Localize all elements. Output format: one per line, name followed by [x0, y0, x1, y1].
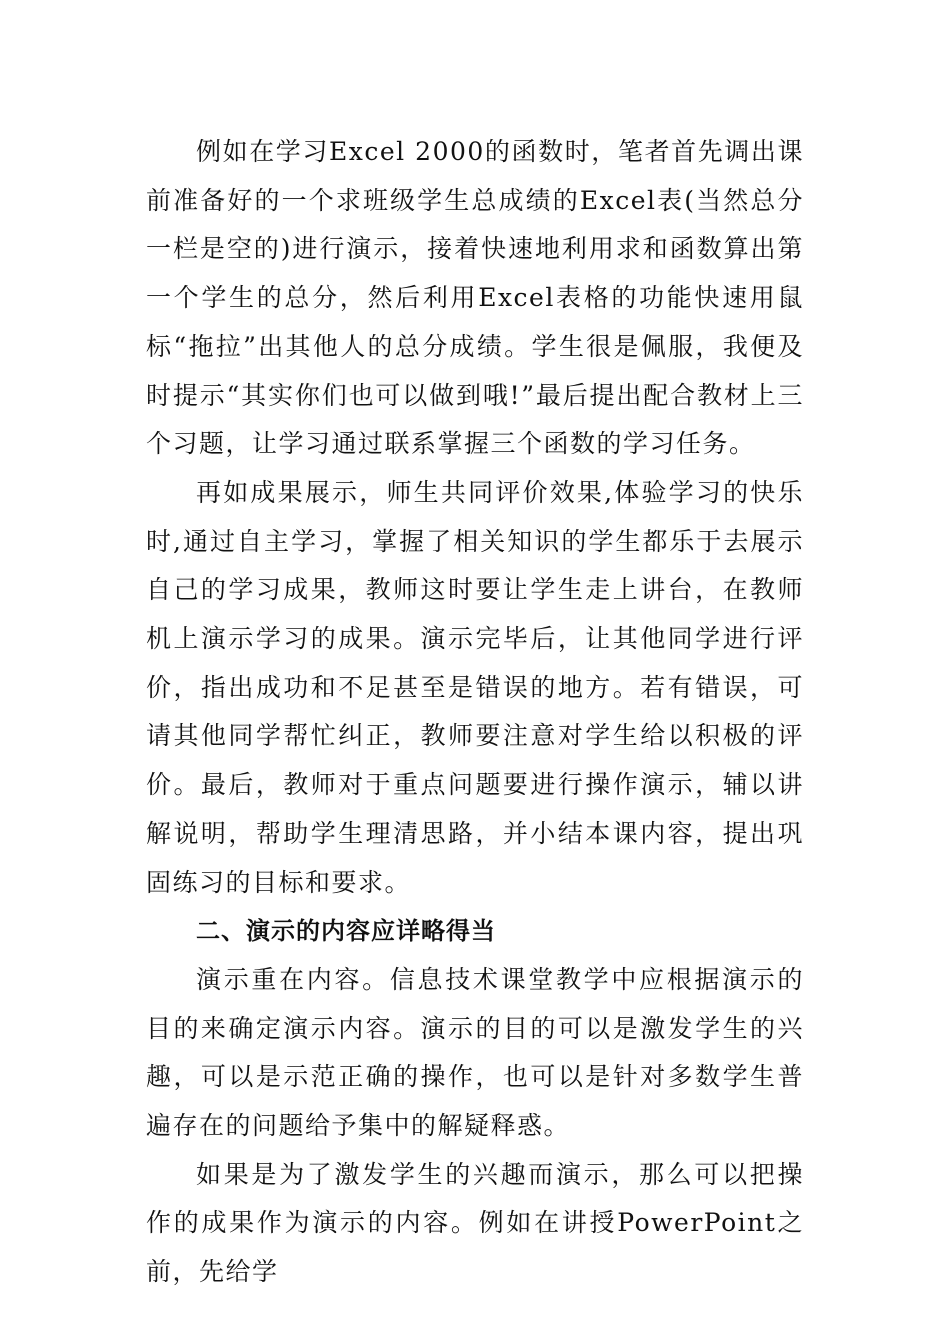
section-heading: 二、演示的内容应详略得当	[196, 917, 496, 946]
paragraph-result-showcase: 再如成果展示，师生共同评价效果,体验学习的快乐时,通过自主学习，掌握了相关知识的学生都乐于去展示自己的学习成果，教师这时要让学生走上讲台，在教师机上演示学习的成果。演示完毕后，让其他同学进行评价，指出成功和不足甚至是错误的地方。若有错误，可请其他同学帮忙纠正，教师要注意对学生给以积极的评价。最后，教师对于重点问题要进行操作演示，辅以讲解说明，帮助学生理清思路，并小结本课内容，提出巩固练习的目标和要求。	[146, 477, 804, 897]
document-body	[146, 128, 804, 1297]
paragraph-interest-demo: 如果是为了激发学生的兴趣而演示，那么可以把操作的成果作为演示的内容。例如在讲授PowerPoint之前，先给学	[146, 1159, 804, 1287]
paragraph-demo-content: 演示重在内容。信息技术课堂教学中应根据演示的目的来确定演示内容。演示的目的可以是激发学生的兴趣，可以是示范正确的操作，也可以是针对多数学生普遍存在的问题给予集中的解疑释惑。	[146, 964, 804, 1141]
paragraph-excel-example: 例如在学习Excel 2000的函数时，笔者首先调出课前准备好的一个求班级学生总成绩的Excel表(当然总分一栏是空的)进行演示，接着快速地利用求和函数算出第一个学生的总分，然后利用Excel表格的功能快速用鼠标“拖拉”出其他人的总分成绩。学生很是佩服，我便及时提示“其实你们也可以做到哦!”最后提出配合教材上三个习题，让学习通过联系掌握三个函数的学习任务。	[146, 137, 804, 459]
